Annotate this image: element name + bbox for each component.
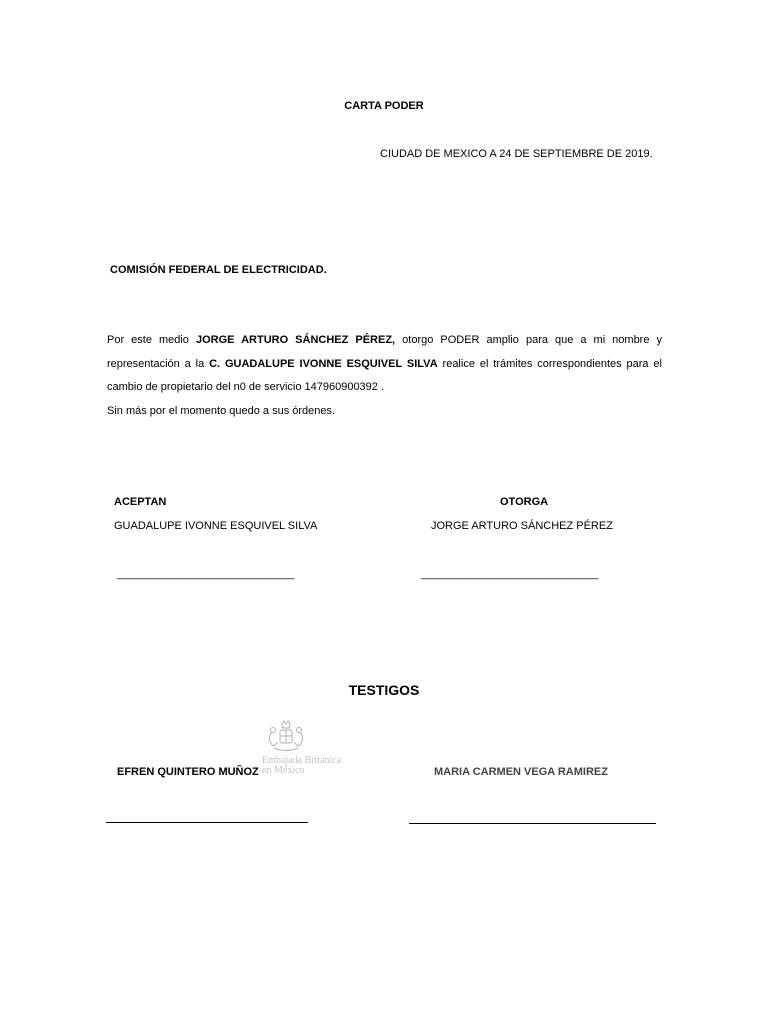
seal-caption-line2: en México [262,765,305,776]
embassy-seal-watermark [262,720,348,782]
acceptor-name: GUADALUPE IVONNE ESQUIVEL SILVA [114,520,318,532]
dateline: CIUDAD DE MEXICO A 24 DE SEPTIEMBRE DE 2019. [380,148,653,160]
body-middle: otorgo PODER amplio para que a mi nombre y representación a la [107,334,662,370]
grantee-name: C. GUADALUPE IVONNE ESQUIVEL SILVA [209,357,438,370]
witness-right-name: MARIA CARMEN VEGA RAMIREZ [434,766,608,778]
royal-crest-icon [264,720,308,756]
acceptor-signature-line: _____________________________ [117,568,295,580]
seal-caption-line1: Embajada Británica [262,755,342,766]
witnesses-heading: TESTIGOS [348,682,420,698]
page-title: CARTA PODER [344,100,424,112]
body-end: realice el trámites correspondientes para el cambio de propietario del n0 de servicio 147960900392 . [107,357,662,393]
grantor-name: JORGE ARTURO SÁNCHEZ PÉREZ, [195,334,396,346]
witness-right-signature-rule [409,823,656,824]
body-paragraph [107,329,662,423]
grant-heading: OTORGA [500,496,549,508]
body-intro: Por este medio [107,334,196,346]
grantor-signature-name: JORGE ARTURO SÁNCHEZ PÉREZ [431,520,613,532]
closing-line: Sin más por el momento quedo a sus órdenes. [107,404,336,417]
witness-left-name: EFREN QUINTERO MUÑOZ [117,766,259,778]
grantor-signature-line: _____________________________ [421,568,599,580]
addressee: COMISIÓN FEDERAL DE ELECTRICIDAD. [110,264,327,276]
accept-heading: ACEPTAN [114,496,167,508]
witness-left-signature-rule [106,822,308,823]
seal-caption [262,756,341,776]
